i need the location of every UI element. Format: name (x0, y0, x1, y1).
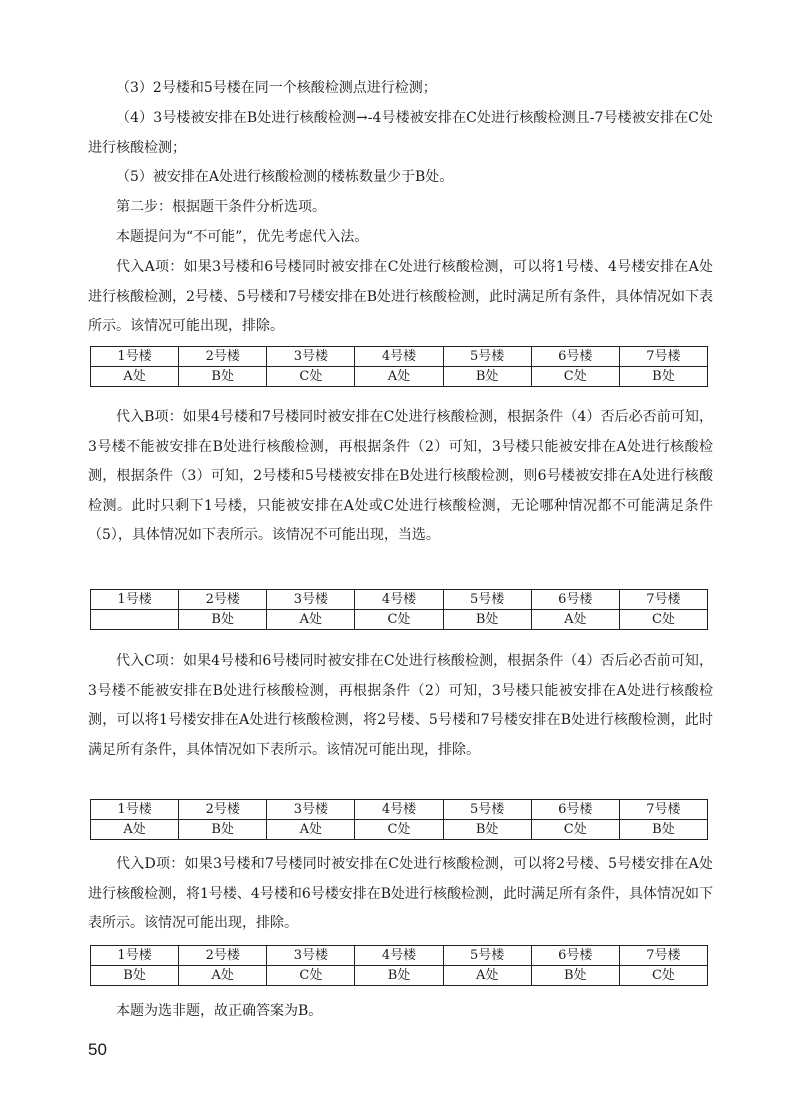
header-cell: 5号楼 (443, 800, 531, 820)
header-cell: 7号楼 (619, 946, 707, 966)
table-option-c (90, 799, 708, 840)
header-cell: 4号楼 (355, 590, 443, 610)
table-cell: A处 (91, 367, 179, 387)
header-cell: 4号楼 (355, 800, 443, 820)
table-cell: B处 (619, 367, 707, 387)
table-cell: C处 (531, 367, 619, 387)
header-cell: 3号楼 (267, 347, 355, 367)
header-cell: 2号楼 (179, 590, 267, 610)
table-cell: B处 (443, 820, 531, 840)
condition-4: （4）3号楼被安排在B处进行核酸检测→-4号楼被安排在C处进行核酸检测且-7号楼被安排在C处进行核酸检测； (88, 110, 713, 156)
table-cell: B处 (619, 820, 707, 840)
header-cell: 7号楼 (619, 800, 707, 820)
option-a-analysis: 代入A项：如果3号楼和6号楼同时被安排在C处进行核酸检测，可以将1号楼、4号楼安排在A处进行核酸检测，2号楼、5号楼和7号楼安排在B处进行核酸检测，此时满足所有条件，具体情况如下表所示。该情况可能出现，排除。 (88, 259, 714, 334)
header-cell: 7号楼 (619, 590, 707, 610)
table-cell: C处 (267, 367, 355, 387)
table-cell: B处 (355, 966, 443, 986)
header-cell: 2号楼 (179, 800, 267, 820)
table-cell: B处 (531, 966, 619, 986)
table-row (91, 966, 708, 986)
table-cell: A处 (267, 610, 355, 630)
header-cell: 3号楼 (267, 590, 355, 610)
table-cell: A处 (355, 367, 443, 387)
table-cell: A处 (91, 820, 179, 840)
table-header-row (91, 347, 708, 367)
table-cell: A处 (443, 966, 531, 986)
condition-5: （5）被安排在A处进行核酸检测的楼栋数量少于B处。 (116, 169, 454, 185)
table-cell: A处 (179, 966, 267, 986)
table-cell: B处 (179, 367, 267, 387)
header-cell: 1号楼 (91, 800, 179, 820)
header-cell: 2号楼 (179, 347, 267, 367)
table-row (91, 820, 708, 840)
table-cell: B处 (443, 367, 531, 387)
method-hint: 本题提问为“不可能”，优先考虑代入法。 (116, 229, 369, 245)
table-header-row (91, 946, 708, 966)
page-number: 50 (88, 1040, 107, 1059)
table-header-row (91, 590, 708, 610)
table-cell: C处 (267, 966, 355, 986)
table-cell: C处 (531, 820, 619, 840)
table-cell: B处 (179, 610, 267, 630)
table-row (91, 610, 708, 630)
header-cell: 5号楼 (443, 946, 531, 966)
table-option-a (90, 346, 708, 387)
table-option-d (90, 945, 708, 986)
header-cell: 6号楼 (531, 347, 619, 367)
table-cell: C处 (355, 610, 443, 630)
step-2: 第二步：根据题干条件分析选项。 (116, 199, 326, 215)
header-cell: 1号楼 (91, 347, 179, 367)
table-cell: A处 (267, 820, 355, 840)
table-cell: A处 (531, 610, 619, 630)
header-cell: 4号楼 (355, 347, 443, 367)
option-c-analysis: 代入C项：如果4号楼和6号楼同时被安排在C处进行核酸检测，根据条件（4）否后必否前可知，3号楼不能被安排在B处进行核酸检测，再根据条件（2）可知，3号楼只能被安排在A处进行核酸检测，可以将1号楼安排在A处进行核酸检测，将2号楼、5号楼和7号楼安排在B处进行核酸检测，此时满足所有条件，具体情况如下表所示。该情况可能出现，排除。 (88, 653, 713, 758)
header-cell: 1号楼 (91, 946, 179, 966)
table-cell: B处 (443, 610, 531, 630)
table-cell: C处 (619, 966, 707, 986)
header-cell: 6号楼 (531, 946, 619, 966)
table-cell: B处 (91, 966, 179, 986)
table-cell (91, 610, 179, 630)
header-cell: 5号楼 (443, 590, 531, 610)
conclusion: 本题为选非题，故正确答案为B。 (116, 1003, 323, 1019)
table-cell: B处 (179, 820, 267, 840)
header-cell: 6号楼 (531, 590, 619, 610)
option-d-analysis: 代入D项：如果3号楼和7号楼同时被安排在C处进行核酸检测，可以将2号楼、5号楼安排在A处进行核酸检测，将1号楼、4号楼和6号楼安排在B处进行核酸检测，此时满足所有条件，具体情况如下表所示。该情况可能出现，排除。 (88, 856, 714, 931)
header-cell: 5号楼 (443, 347, 531, 367)
table-row (91, 367, 708, 387)
table-option-b (90, 589, 708, 630)
option-b-analysis: 代入B项：如果4号楼和7号楼同时被安排在C处进行核酸检测，根据条件（4）否后必否前可知，3号楼不能被安排在B处进行核酸检测，再根据条件（2）可知，3号楼只能被安排在A处进行核酸检测，根据条件（3）可知，2号楼和5号楼被安排在B处进行核酸检测，则6号楼被安排在A处进行核酸检测。此时只剩下1号楼，只能被安排在A处或C处进行核酸检测，无论哪种情况都不可能满足条件（5），具体情况如下表所示。该情况不可能出现，当选。 (88, 409, 713, 543)
table-cell: C处 (619, 610, 707, 630)
table-header-row (91, 800, 708, 820)
header-cell: 6号楼 (531, 800, 619, 820)
header-cell: 7号楼 (619, 347, 707, 367)
condition-3: （3）2号楼和5号楼在同一个核酸检测点进行检测； (116, 80, 437, 96)
header-cell: 2号楼 (179, 946, 267, 966)
header-cell: 1号楼 (91, 590, 179, 610)
header-cell: 3号楼 (267, 946, 355, 966)
table-cell: C处 (355, 820, 443, 840)
header-cell: 4号楼 (355, 946, 443, 966)
header-cell: 3号楼 (267, 800, 355, 820)
